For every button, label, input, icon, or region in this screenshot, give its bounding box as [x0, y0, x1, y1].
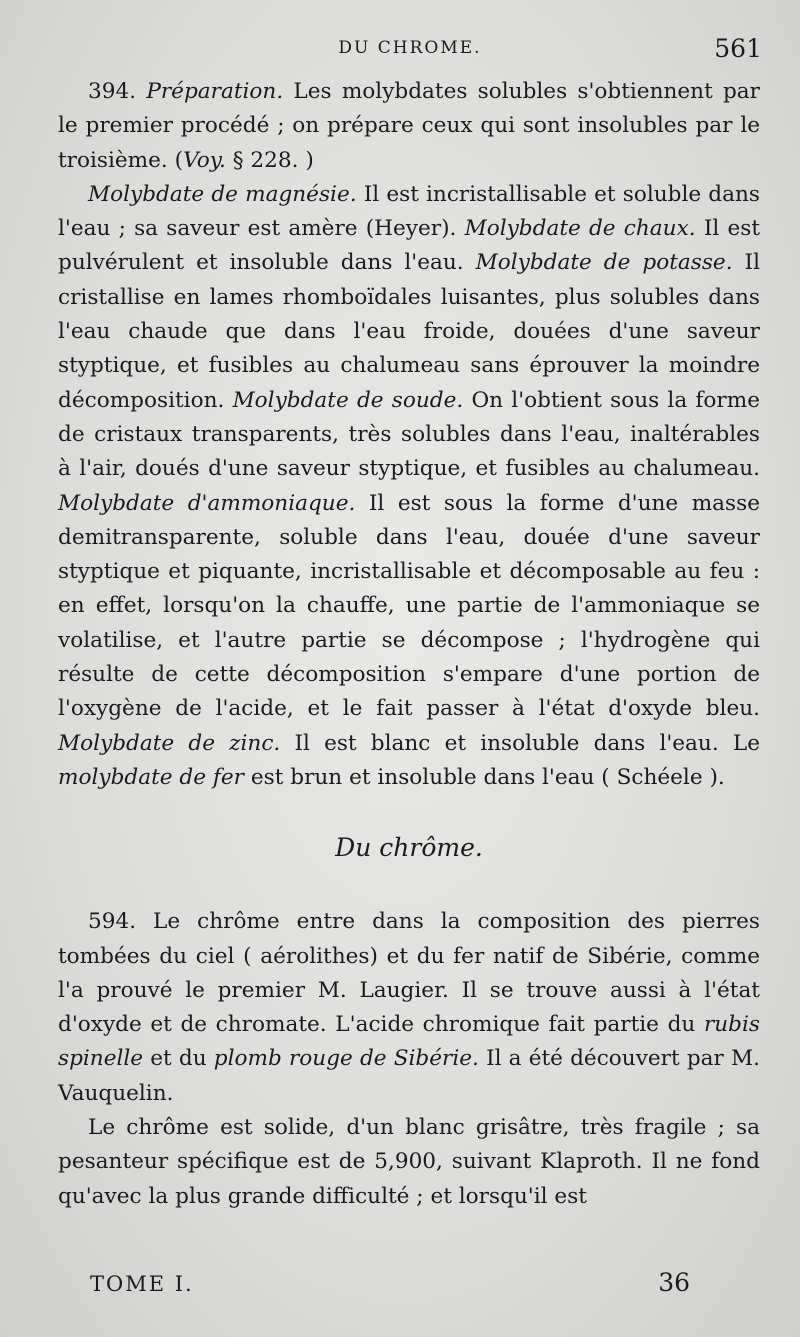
paragraph-text: Le chrôme est solide, d'un blanc grisâtre, très fragile ; sa pesanteur spécifique est de 5,900, suivant Klaproth. Il ne fond qu'avec la plus grande difficulté ; et lorsqu'il est	[58, 1115, 760, 1209]
term: Molybdate de chaux.	[464, 216, 696, 242]
paragraph-text: Il est sous la forme d'une masse demitransparente, soluble dans l'eau, douée d'une saveur styptique et piquante, incristallisable et décomposable au feu : en effet, lorsqu'on la chauffe, une partie de l'ammoniaque se volatilise, et l'autre partie se décompose ; l'hydrogène qui résulte de cette décomposition s'empare d'une portion de l'oxygène de l'acide, et le fait passer à l'état d'oxyde bleu.	[58, 490, 760, 722]
paragraph-text: et du	[143, 1046, 214, 1072]
paragraph-text: Le chrôme entre dans la composition des pierres tombées du ciel ( aérolithes) et du fer natif de Sibérie, comme l'a prouvé le premier M. Laugier. Il se trouve aussi à l'état d'oxyde et de chromate. L'acide chromique fait partie du	[58, 909, 760, 1038]
term: Molybdate de magnésie.	[88, 181, 357, 207]
running-title: DU CHROME.	[338, 38, 482, 58]
paragraph-chrome-properties	[58, 1111, 760, 1214]
paragraph-preparation	[58, 75, 760, 178]
paragraph-chrome-origin	[58, 905, 760, 1111]
paragraph-text: Il cristallise en lames rhomboïdales luisantes, plus solubles dans l'eau chaude que dans l'eau froide, douées d'une saveur styptique, et fusibles au chalumeau sans éprouver la moindre décomposition.	[58, 250, 760, 413]
paragraph-text: Les molybdates solubles s'obtiennent par le premier procédé ; on prépare ceux qui sont insolubles par le troisième. (	[58, 79, 760, 173]
page-header	[58, 34, 762, 64]
term: molybdate de fer	[58, 764, 244, 790]
paragraph-molybdates	[58, 178, 760, 795]
term: Molybdate de soude.	[232, 387, 464, 413]
paragraph-text: Il a été découvert par M. Vauquelin.	[58, 1046, 761, 1106]
paragraph-text: On l'obtient sous la forme de cristaux transparents, très solubles dans l'eau, inaltérables à l'air, doués d'une saveur styptique, et fusibles au chalumeau.	[58, 387, 760, 482]
body-text	[58, 75, 760, 1214]
reference-abbrev: Voy.	[183, 147, 226, 173]
term: rubis spinelle	[58, 1012, 760, 1072]
term: Molybdate de potasse.	[475, 250, 733, 276]
term: plomb rouge de Sibérie.	[213, 1046, 479, 1072]
paragraph-number: 394.	[88, 79, 137, 104]
term: Molybdate d'ammoniaque.	[58, 490, 356, 516]
paragraph-number: 594.	[88, 909, 137, 935]
paragraph-text: est brun et insoluble dans l'eau ( Schéele ).	[243, 764, 725, 790]
signature-mark: TOME I.	[90, 1272, 194, 1296]
page-footer	[90, 1268, 690, 1302]
paragraph-label: Préparation.	[146, 79, 284, 104]
paragraph-text: Il est incristallisable et soluble dans l'eau ; sa saveur est amère (Heyer).	[58, 181, 760, 242]
paragraph-text: Il est pulvérulent et insoluble dans l'eau.	[58, 216, 760, 276]
paragraph-text: Il est blanc et insoluble dans l'eau. Le	[280, 730, 760, 756]
page-number: 561	[714, 34, 762, 63]
term: Molybdate de zinc.	[58, 730, 281, 756]
paragraph-text: § 228. )	[225, 147, 314, 173]
signature-number: 36	[658, 1268, 690, 1297]
section-heading: Du chrôme.	[335, 833, 483, 863]
